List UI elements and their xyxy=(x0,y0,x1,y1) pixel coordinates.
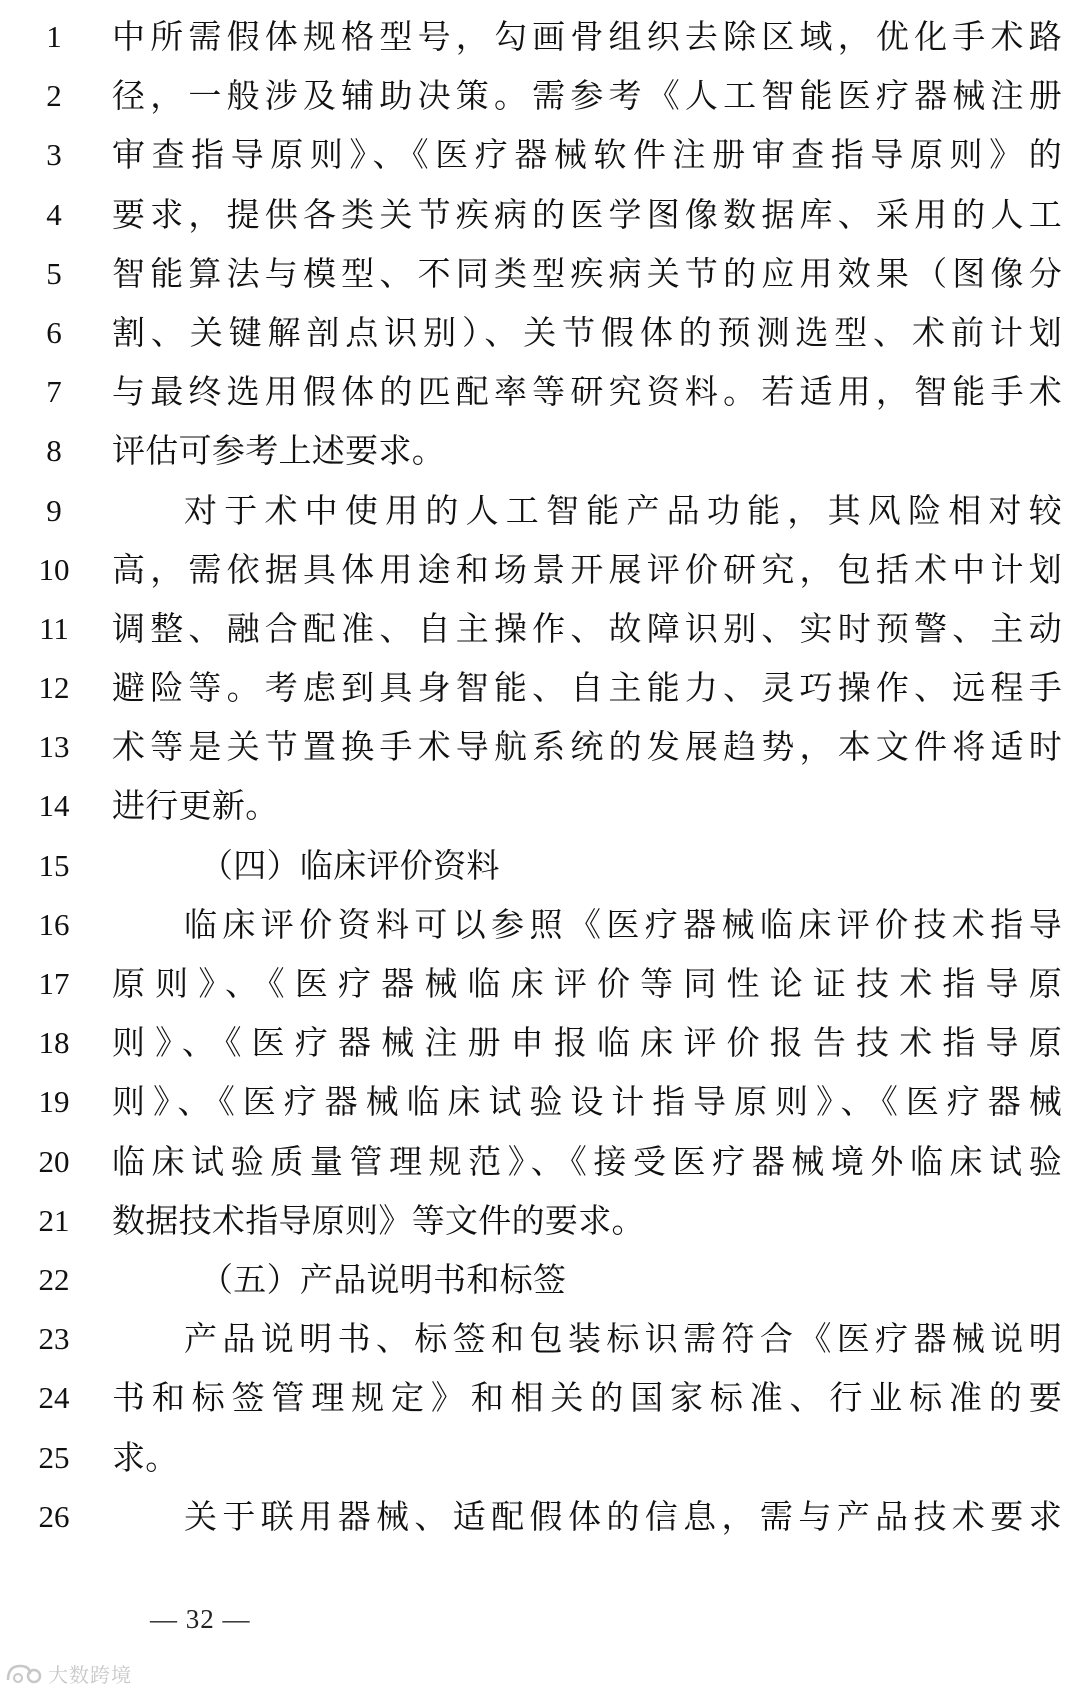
text-line xyxy=(0,540,1080,599)
line-text: 临床评价资料可以参照《医疗器械临床评价技术指导 xyxy=(184,904,1062,944)
line-number: 23 xyxy=(38,1321,70,1357)
line-number: 4 xyxy=(46,196,62,232)
line-text: 书和标签管理规定》和相关的国家标准、行业标准的要 xyxy=(112,1378,1062,1418)
line-text: 调整、融合配准、自主操作、故障识别、实时预警、主动 xyxy=(112,608,1062,648)
text-line xyxy=(0,1309,1080,1368)
text-line xyxy=(0,421,1080,480)
line-number: 12 xyxy=(38,670,70,706)
text-line xyxy=(0,1013,1080,1072)
line-text: 术等是关节置换手术导航系统的发展趋势，本文件将适时 xyxy=(112,727,1062,767)
document-body xyxy=(0,7,1080,1546)
text-line xyxy=(0,66,1080,125)
line-text: 产品说明书、标签和包装标识需符合《医疗器械说明 xyxy=(184,1319,1062,1359)
line-text: 割、关键解剖点识别）、关节假体的预测选型、术前计划 xyxy=(112,312,1062,352)
line-text: 径，一般涉及辅助决策。需参考《人工智能医疗器械注册 xyxy=(112,76,1062,116)
text-line xyxy=(0,7,1080,66)
line-number: 3 xyxy=(46,137,62,173)
watermark xyxy=(4,1656,132,1690)
text-line xyxy=(0,1191,1080,1250)
text-line xyxy=(0,185,1080,244)
line-number: 5 xyxy=(46,255,62,291)
line-number: 20 xyxy=(38,1143,70,1179)
line-text: 高，需依据具体用途和场景开展评价研究，包括术中计划 xyxy=(112,549,1062,589)
line-text: 智能算法与模型、不同类型疾病关节的应用效果（图像分 xyxy=(112,253,1062,293)
line-text: 避险等。考虑到具身智能、自主能力、灵巧操作、远程手 xyxy=(112,668,1062,708)
text-line xyxy=(0,362,1080,421)
line-text: 对于术中使用的人工智能产品功能，其风险相对较 xyxy=(184,490,1062,530)
line-text: 中所需假体规格型号，勾画骨组织去除区域，优化手术路 xyxy=(112,17,1062,56)
page-number: — 32 — xyxy=(150,1604,251,1634)
text-line xyxy=(0,1428,1080,1487)
line-number: 22 xyxy=(38,1261,70,1297)
line-number: 25 xyxy=(38,1439,70,1475)
line-text: 原则》、《医疗器械临床评价等同性论证技术指导原 xyxy=(112,964,1062,1003)
text-line xyxy=(0,1487,1080,1546)
line-text: 评估可参考上述要求。 xyxy=(112,431,445,471)
line-text: 审查指导原则》、《医疗器械软件注册审查指导原则》的 xyxy=(112,135,1062,175)
line-text: 则》、《医疗器械临床试验设计指导原则》、《医疗器械 xyxy=(112,1082,1062,1122)
line-number: 1 xyxy=(46,19,62,54)
line-text: 要求，提供各类关节疾病的医学图像数据库、采用的人工 xyxy=(112,194,1062,234)
section-heading: （五）产品说明书和标签 xyxy=(200,1259,567,1299)
line-number: 15 xyxy=(38,847,70,883)
line-number: 19 xyxy=(38,1084,70,1120)
text-line xyxy=(0,599,1080,658)
line-number: 7 xyxy=(46,374,62,410)
text-line xyxy=(0,303,1080,362)
line-number: 11 xyxy=(39,610,69,646)
page-footer xyxy=(0,1604,1080,1644)
line-number: 9 xyxy=(46,492,62,528)
line-number: 2 xyxy=(46,78,62,114)
text-line xyxy=(0,658,1080,717)
text-line xyxy=(0,776,1080,835)
logo-icon xyxy=(4,1658,44,1688)
text-line xyxy=(0,895,1080,954)
line-number: 14 xyxy=(38,788,70,824)
line-number: 10 xyxy=(38,551,70,587)
text-line xyxy=(0,954,1080,1013)
line-number: 8 xyxy=(46,433,62,469)
text-line xyxy=(0,244,1080,303)
line-number: 6 xyxy=(46,314,62,350)
line-text: 进行更新。 xyxy=(112,786,279,826)
line-text: 临床试验质量管理规范》、《接受医疗器械境外临床试验 xyxy=(112,1141,1062,1181)
line-number: 21 xyxy=(38,1202,70,1238)
line-number: 18 xyxy=(38,1025,70,1061)
text-line xyxy=(0,717,1080,776)
line-number: 24 xyxy=(38,1380,70,1416)
line-number: 13 xyxy=(38,729,70,765)
text-line xyxy=(0,481,1080,540)
text-line xyxy=(0,125,1080,184)
text-line xyxy=(0,1250,1080,1309)
line-number: 26 xyxy=(38,1498,70,1534)
line-text: 与最终选用假体的匹配率等研究资料。若适用，智能手术 xyxy=(112,372,1062,412)
line-text: 求。 xyxy=(112,1437,179,1477)
text-line xyxy=(0,1132,1080,1191)
watermark-text: 大数跨境 xyxy=(48,1662,132,1687)
line-number: 16 xyxy=(38,906,70,942)
text-line xyxy=(0,1368,1080,1427)
text-line xyxy=(0,836,1080,895)
line-text: 则》、《医疗器械注册申报临床评价报告技术指导原 xyxy=(112,1023,1062,1063)
text-line xyxy=(0,1072,1080,1131)
line-number: 17 xyxy=(38,966,70,1001)
line-text: 关于联用器械、适配假体的信息，需与产品技术要求 xyxy=(184,1496,1062,1536)
section-heading: （四）临床评价资料 xyxy=(200,845,500,885)
line-text: 数据技术指导原则》等文件的要求。 xyxy=(112,1200,645,1240)
